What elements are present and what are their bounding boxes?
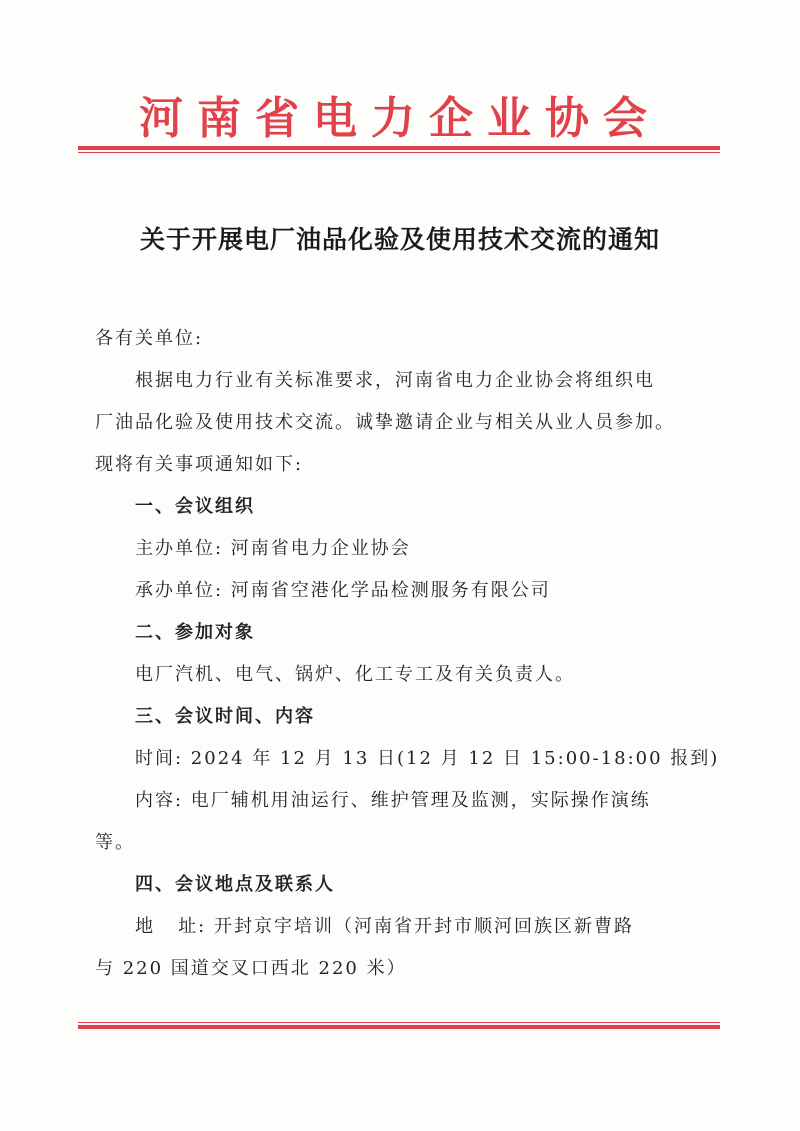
divider-thin-line: [78, 1022, 720, 1023]
divider-thick-line: [78, 146, 720, 150]
meeting-time: 时间: 2024 年 12 月 13 日(12 月 12 日 15:00-18:00 报到): [135, 748, 720, 769]
intro-line: 厂油品化验及使用技术交流。诚挚邀请企业与相关从业人员参加。: [95, 412, 675, 433]
divider-thin-line: [78, 152, 720, 153]
host-unit: 主办单位: 河南省电力企业协会: [135, 538, 411, 559]
participants-text: 电厂汽机、电气、锅炉、化工专工及有关负责人。: [135, 664, 575, 685]
document-body: [95, 318, 720, 990]
organizer-unit: 承办单位: 河南省空港化学品检测服务有限公司: [135, 580, 551, 601]
meeting-address-continued: 与 220 国道交叉口西北 220 米）: [95, 958, 407, 979]
meeting-address: 地 址: 开封京宇培训（河南省开封市顺河回族区新曹路: [135, 916, 634, 937]
divider-thick-line: [78, 1025, 720, 1029]
salutation: 各有关单位:: [95, 328, 204, 349]
section-heading-time-content: 三、会议时间、内容: [135, 706, 315, 727]
intro-paragraph: [95, 360, 707, 486]
intro-line: 现将有关事项通知如下:: [95, 454, 304, 475]
section-heading-participants: 二、参加对象: [135, 622, 255, 643]
intro-line: 根据电力行业有关标准要求，河南省电力企业协会将组织电: [135, 370, 655, 391]
letterhead-divider-top: [78, 146, 720, 153]
section-heading-location-contact: 四、会议地点及联系人: [135, 874, 335, 895]
footer-divider: [78, 1022, 720, 1029]
org-letterhead-title: 河南省电力企业协会: [139, 93, 661, 144]
section-heading-organization: 一、会议组织: [135, 496, 255, 517]
meeting-content-continued: 等。: [95, 832, 135, 853]
document-title: 关于开展电厂油品化验及使用技术交流的通知: [139, 225, 660, 254]
meeting-content: 内容: 电厂辅机用油运行、维护管理及监测，实际操作演练: [135, 790, 651, 811]
